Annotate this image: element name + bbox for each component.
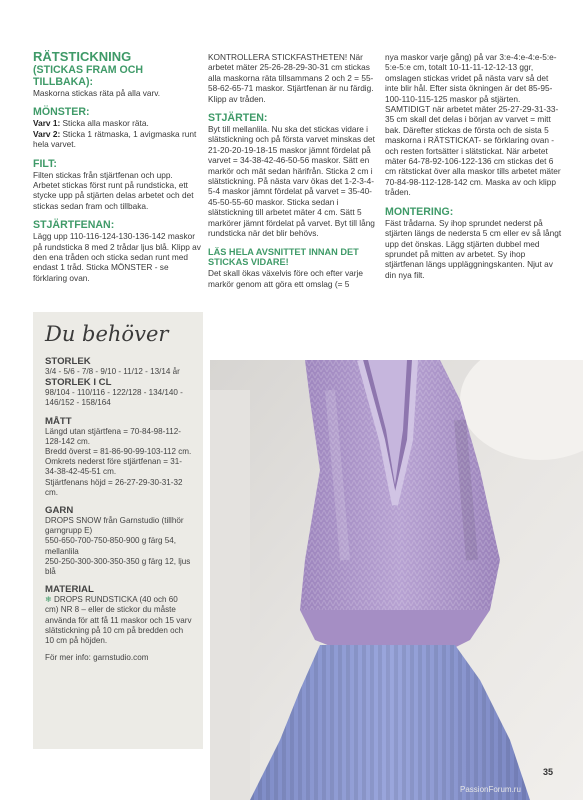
garn-heading: GARN bbox=[45, 505, 74, 517]
mermaid-blanket-photo bbox=[210, 360, 583, 800]
text-stjarten: Byt till mellanlila. Nu ska det stickas vidare i slätstickning och på första varvet minskas det 21-20-20-19-18-15 maskor jämnt fördelat på varvet = 34-38-42-46-50-56 maskor. Sätt en markör och mät sedan härifrån. Sticka 2 cm i slätstickning. På nästa varv ökas det 1-2-3-4-5-4 maskor jämnt fördelat på varvet = 35-40-45-50-55-60 maskor. Sticka sedan i slätstickning till arbetet mäter 4 cm. Sätt 5 markörer jämnt fördelat på varvet. Byt till lång rundsticka när det blir behövs. bbox=[208, 124, 375, 239]
heading-las-hela: LÄS HELA AVSNITTET INNAN DET STICKAS VIDARE! bbox=[208, 246, 359, 268]
heading-stjartfenan: STJÄRTFENAN: bbox=[33, 219, 115, 232]
box-title: Du behöver bbox=[45, 322, 169, 346]
page-number: 35 bbox=[543, 767, 554, 777]
mermaid-blanket-illustration bbox=[210, 360, 583, 800]
material-text: ❄ DROPS RUNDSTICKA (40 och 60 cm) NR 8 – eller de stickor du måste använda för att få 11 maskor och 15 varv slätstickning på 10 cm på bredden och 10 cm på höjden. bbox=[45, 595, 192, 646]
text-kontrollera: KONTROLLERA STICKFASTHETEN! När arbetet mäter 25-26-28-29-30-31 cm stickas alla maskorna räta tillsammans 2 och 2 = 55-58-62-65-71 maskor. Stjärtfenan är nu färdig. Klipp av tråden. bbox=[208, 52, 374, 104]
garn-line-2: 550-650-700-750-850-900 g färg 54, mellanlila bbox=[45, 536, 176, 556]
materials-box bbox=[33, 312, 203, 749]
material-heading: MATERIAL bbox=[45, 584, 94, 596]
garn-line-1: DROPS SNOW från Garnstudio (tillhör garngrupp E) bbox=[45, 516, 184, 536]
matt-line-3: Omkrets nederst före stjärtfenan = 31-34-38-42-45-51 cm. bbox=[45, 457, 182, 477]
garn-line-3: 250-250-300-300-350-350 g färg 12, ljus blå bbox=[45, 556, 191, 577]
text-okningar: nya maskor varje gång) på var 3:e-4:e-4:e-5:e-5:e-5:e cm, totalt 10-11-11-12-12-13 ggr, omslagen stickas vridet på nästa varv så det inte blir hål. Efter sista ökningen är det 85-95-100-110-115-125 maskor på stjärten. SAMTIDIGT när arbetet mäter 25-27-29-31-33-35 cm skall det delas i början av varvet = mitt bak. Därefter stickas de första och de sista 5 maskorna i RÄTSTICKAT- se förklaring ovan - och resten fortsätter i slätstickat. När arbetet mäter 64-78-92-106-122-136 cm stickas det 6 cm rätstickat över alla maskor tills arbetet mäter 70-84-98-112-128-142 cm. Maska av och klipp tråden. bbox=[385, 52, 561, 198]
heading-montering: MONTERING: bbox=[385, 205, 454, 218]
text-ratstickning: Maskorna stickas räta på alla varv. bbox=[33, 88, 161, 98]
text-montering: Fäst trådarna. Sy ihop sprundet nederst på stjärten längs de nedersta 5 cm eller ev så långt upp det önskas. Lägg stjärten dubbel med sprundet på mitten av arbetet. Sy ihop stjärtfenan längs uppläggningskanten. Njut av din nya filt. bbox=[385, 217, 562, 280]
storlek-heading: STORLEK bbox=[45, 356, 91, 367]
text-las-hela: Det skall ökas växelvis före och efter varje markör genom att göra ett omslag (= 5 bbox=[208, 268, 363, 289]
heading-filt: FILT: bbox=[33, 157, 57, 170]
matt-line-2: Bredd överst = 81-86-90-99-103-112 cm. bbox=[45, 447, 192, 457]
matt-line-4: Stjärtfenans höjd = 26-27-29-30-31-32 cm. bbox=[45, 477, 183, 497]
heading-ratstickning: RÄTSTICKNING bbox=[33, 49, 132, 64]
column-right bbox=[385, 52, 563, 280]
heading-ratstickning-sub: (STICKAS FRAM OCH TILLBAKA): bbox=[33, 64, 144, 88]
matt-heading: MÅTT bbox=[45, 415, 72, 427]
snowflake-icon: ❄ bbox=[45, 595, 52, 605]
column-left bbox=[33, 50, 201, 283]
heading-stjarten: STJÄRTEN: bbox=[208, 112, 268, 125]
more-info: För mer info: garnstudio.com bbox=[45, 653, 149, 663]
text-varv2: Varv 2: Sticka 1 rätmaska, 1 avigmaska runt hela varvet. bbox=[33, 128, 197, 150]
text-stjartfenan: Lägg upp 110-116-124-130-136-142 maskor på rundsticka 8 med 2 trådar ljus blå. Klipp av den ena tråden och sticka sedan runt med endast 1 tråd. Sticka MÖNSTER - se förklaring ovan. bbox=[33, 231, 201, 283]
storlek-cl-text: 98/104 - 110/116 - 122/128 - 134/140 - 146/152 - 158/164 bbox=[45, 388, 183, 408]
column-middle bbox=[208, 52, 380, 289]
text-filt: Filten stickas från stjärtfenan och upp. Arbetet stickas först runt på rundsticka, ett stycke upp på stjärten delas arbetet och det stickas sedan fram och tillbaka. bbox=[33, 169, 194, 211]
storlek-cl-heading: STORLEK I CL bbox=[45, 377, 112, 389]
heading-monster: MÖNSTER: bbox=[33, 106, 90, 119]
text-varv1: Varv 1: Sticka alla maskor räta. bbox=[33, 118, 149, 129]
watermark: PassionForum.ru bbox=[460, 785, 521, 794]
matt-line-1: Längd utan stjärtfena = 70-84-98-112-128-142 cm. bbox=[45, 426, 181, 446]
storlek-text: 3/4 - 5/6 - 7/8 - 9/10 - 11/12 - 13/14 år bbox=[45, 367, 180, 376]
